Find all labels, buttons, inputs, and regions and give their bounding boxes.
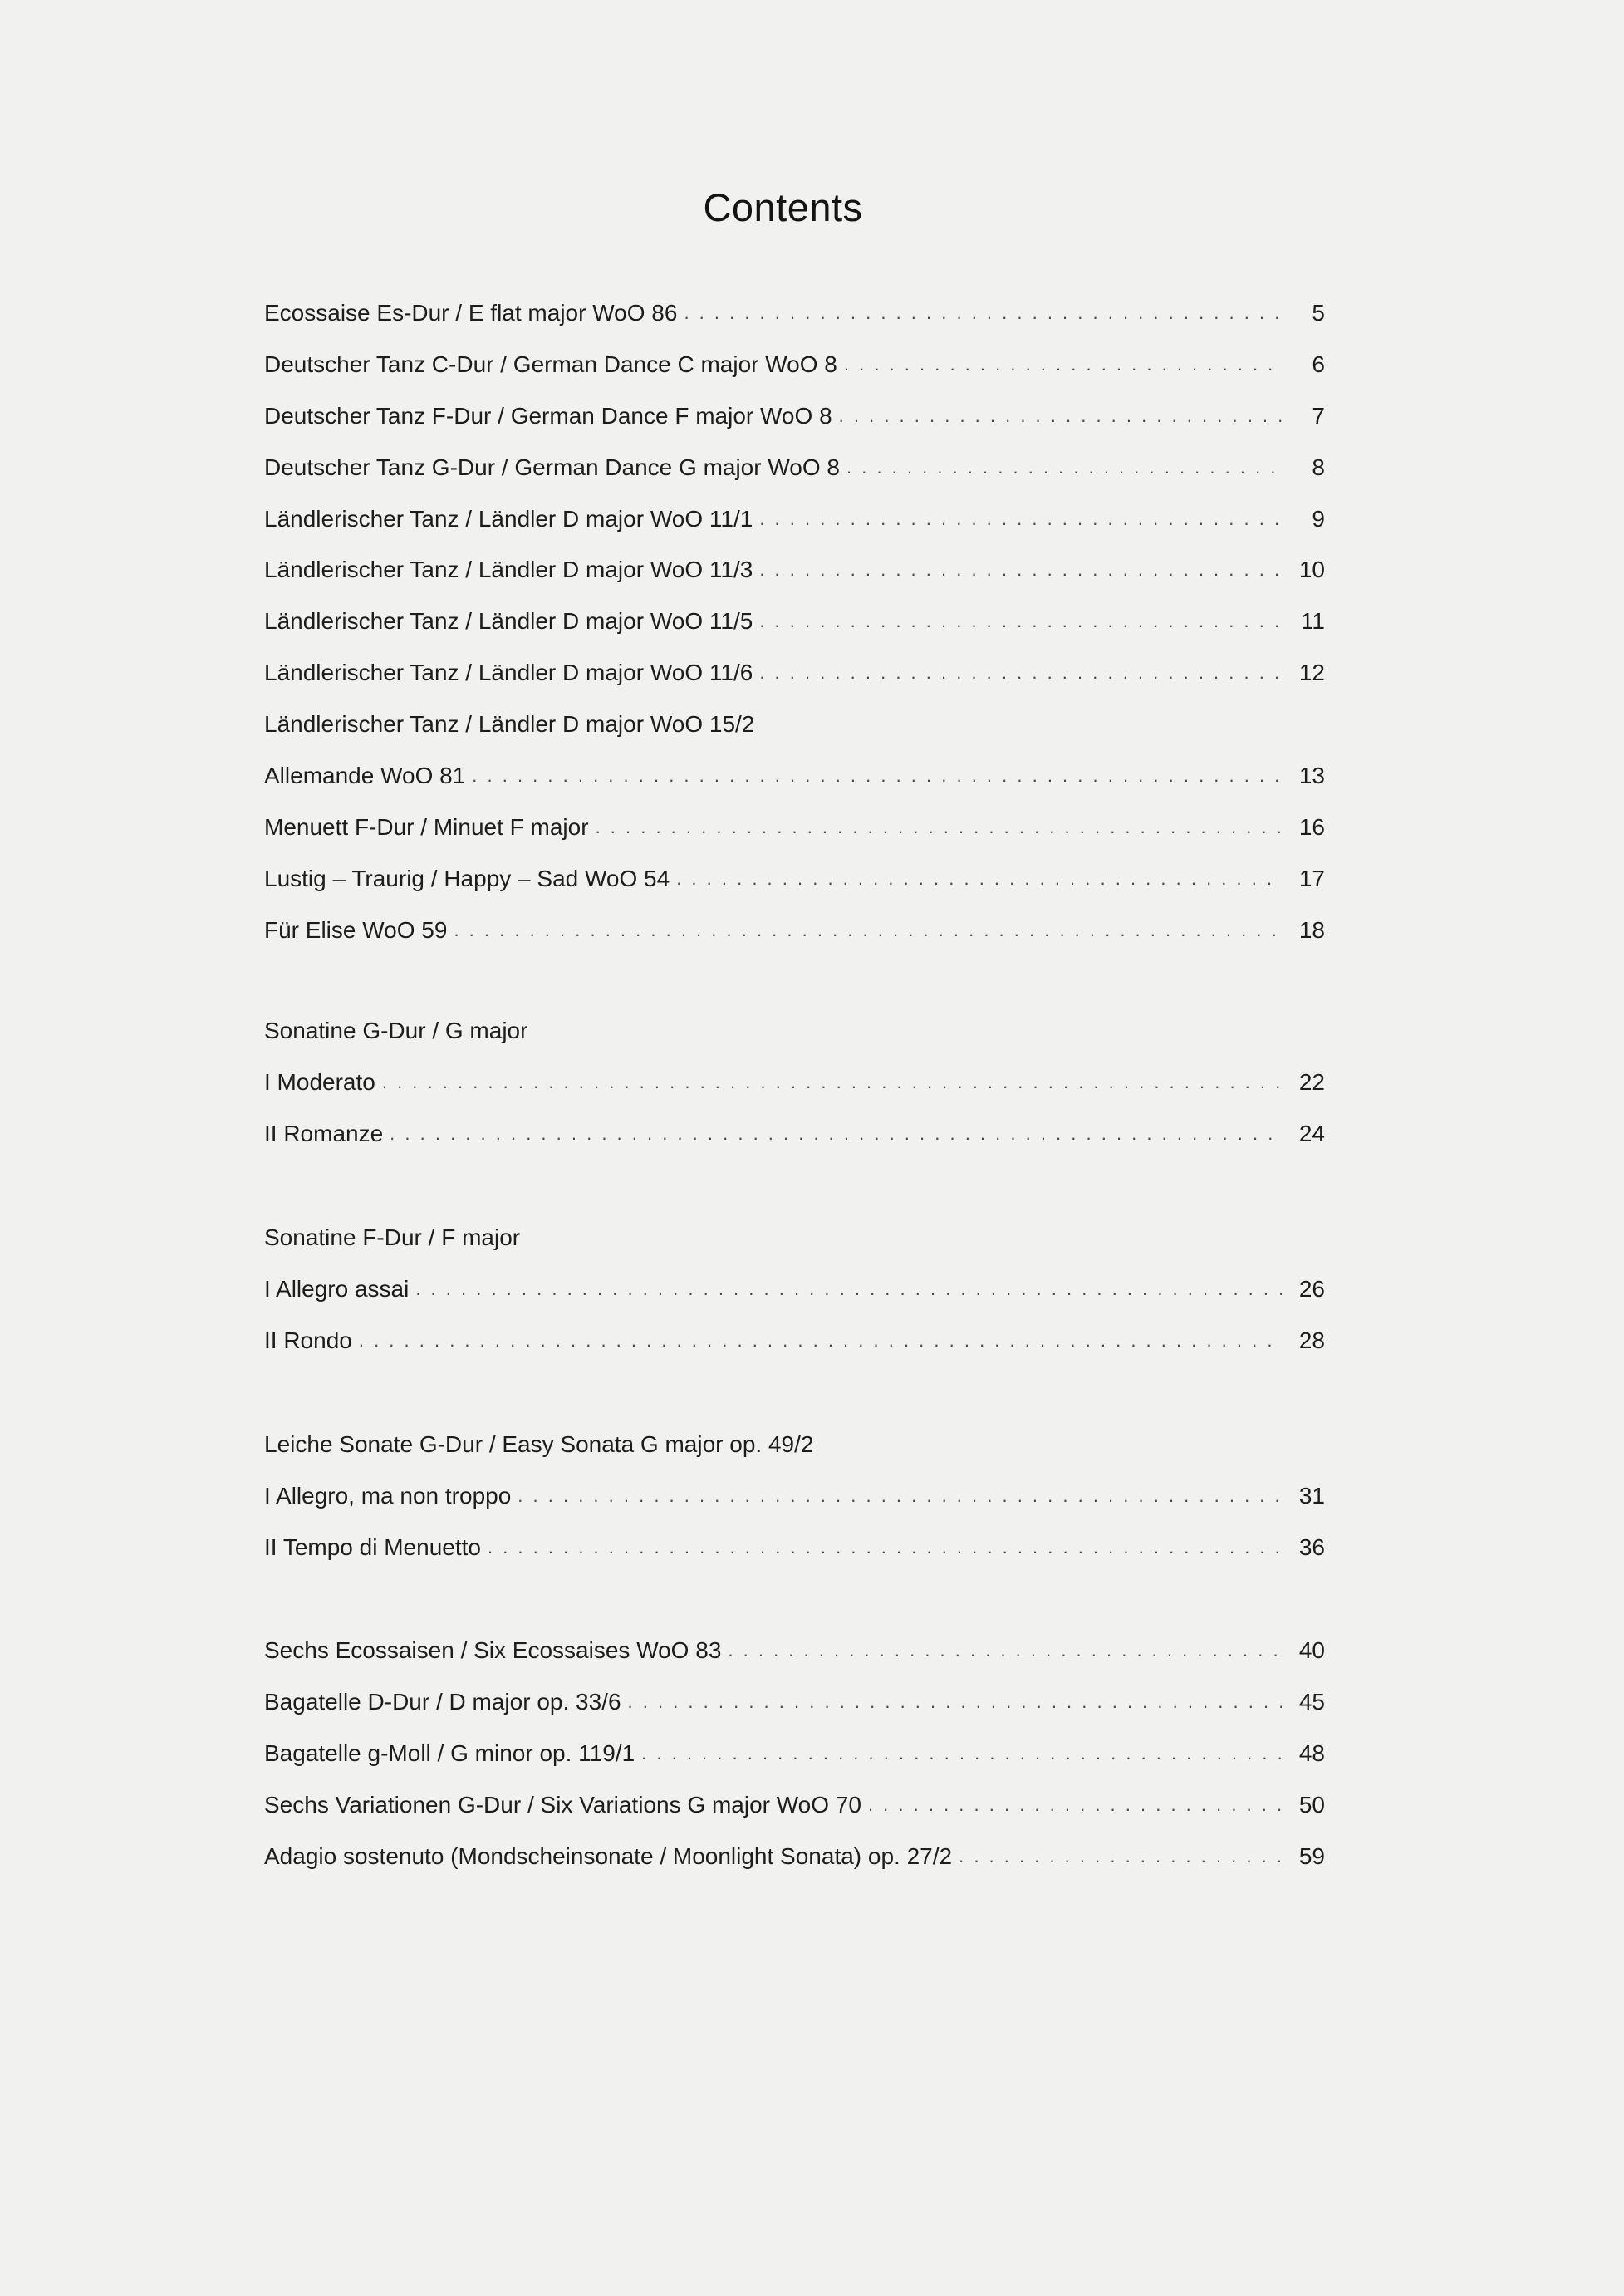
dot-leader: [390, 1123, 1282, 1145]
page-number: 40: [1298, 1636, 1325, 1663]
dot-leader: [759, 559, 1282, 581]
toc-entry[interactable]: I Allegro assai . . . 26: [264, 1263, 1325, 1315]
section-heading: Sonatine F-Dur / F major: [264, 1224, 521, 1250]
dot-leader: [759, 611, 1282, 632]
toc-entry[interactable]: II Romanze . . . 24: [264, 1108, 1325, 1160]
dot-leader: [641, 1743, 1282, 1764]
dot-leader: [518, 1485, 1282, 1507]
toc-entry[interactable]: Ländlerischer Tanz / Ländler D major WoO 11/1 . . . 9: [264, 493, 1325, 545]
dot-leader: [759, 508, 1282, 530]
page-number: 6: [1312, 351, 1325, 377]
toc-entry[interactable]: Ländlerischer Tanz / Ländler D major WoO 11/3 . . . 10: [264, 544, 1325, 596]
page-number: 12: [1298, 660, 1325, 686]
page-number: 28: [1298, 1327, 1325, 1353]
toc-entry[interactable]: II Tempo di Menuetto . . . 36: [264, 1522, 1325, 1573]
page-number: 18: [1298, 916, 1325, 943]
toc-entry[interactable]: Menuett F-Dur / Minuet F major . . . 16: [264, 802, 1325, 853]
toc-entry[interactable]: Sechs Ecossaisen / Six Ecossaises WoO 83 . . . 40: [264, 1625, 1325, 1676]
page-number: 8: [1312, 454, 1325, 480]
page-number: 50: [1298, 1791, 1325, 1818]
toc-section-easy-sonata: [264, 1419, 1325, 1573]
toc-entry[interactable]: I Moderato . . . 22: [264, 1057, 1325, 1108]
page-number: 22: [1298, 1068, 1325, 1095]
toc-entry[interactable]: Bagatelle D-Dur / D major op. 33/6 . . . 45: [264, 1676, 1325, 1728]
page-number: 7: [1312, 402, 1325, 429]
toc-entry[interactable]: Ländlerischer Tanz / Ländler D major WoO 11/5 . . . 11: [264, 596, 1325, 647]
table-of-contents: [264, 0, 1325, 2296]
dot-leader: [454, 920, 1282, 941]
page-number: 11: [1300, 608, 1325, 635]
toc-entry[interactable]: Adagio sostenuto (Mondscheinsonate / Moonlight Sonata) op. 27/2 . . . 59: [264, 1831, 1325, 1882]
page-number: 5: [1312, 299, 1325, 326]
toc-entry[interactable]: Lustig – Traurig / Happy – Sad WoO 54 . . . 17: [264, 853, 1325, 905]
toc-entry[interactable]: Ländlerischer Tanz / Ländler D major WoO 15/2: [264, 711, 755, 738]
toc-section-others: [264, 1625, 1325, 1881]
dot-leader: [488, 1537, 1282, 1558]
dot-leader: [839, 405, 1282, 427]
toc-entry[interactable]: Bagatelle g-Moll / G minor op. 119/1 . . . 48: [264, 1728, 1325, 1779]
dot-leader: [959, 1846, 1282, 1867]
dot-leader: [684, 302, 1282, 324]
page-number: 13: [1298, 762, 1325, 788]
page-number: 31: [1298, 1482, 1325, 1509]
page-number: 16: [1298, 813, 1325, 840]
toc-section-sonatine-f: [264, 1212, 1325, 1366]
dot-leader: [844, 354, 1282, 375]
dot-leader: [728, 1640, 1282, 1661]
dot-leader: [868, 1794, 1282, 1816]
toc-section-sonatine-g: [264, 1005, 1325, 1160]
section-heading: Sonatine G-Dur / G major: [264, 1017, 528, 1043]
toc-section-main: [264, 287, 1325, 956]
toc-entry[interactable]: II Rondo . . . 28: [264, 1315, 1325, 1366]
toc-entry[interactable]: Ecossaise Es-Dur / E flat major WoO 86 . . . 5: [264, 287, 1325, 339]
toc-entry[interactable]: Ländlerischer Tanz / Ländler D major WoO 11/6 . . . 12: [264, 647, 1325, 699]
toc-entry[interactable]: Allemande WoO 81 . . . 13: [264, 750, 1325, 802]
dot-leader: [846, 457, 1282, 478]
dot-leader: [359, 1330, 1282, 1352]
page-title: Contents: [703, 185, 863, 229]
page-number: 26: [1298, 1275, 1325, 1302]
toc-entry[interactable]: Für Elise WoO 59 . . . 18: [264, 905, 1325, 956]
page-number: 9: [1312, 505, 1325, 532]
page-number: 59: [1298, 1842, 1325, 1869]
dot-leader: [676, 868, 1282, 890]
section-heading: Leiche Sonate G-Dur / Easy Sonata G major op. 49/2: [264, 1430, 814, 1457]
toc-entry[interactable]: Deutscher Tanz C-Dur / German Dance C major WoO 8 . . . 6: [264, 339, 1325, 390]
page-number: 24: [1298, 1120, 1325, 1146]
toc-entry[interactable]: Sechs Variationen G-Dur / Six Variations G major WoO 70 . . . 50: [264, 1779, 1325, 1831]
page-number: 48: [1298, 1739, 1325, 1766]
dot-leader: [596, 817, 1282, 838]
toc-entry[interactable]: I Allegro, ma non troppo . . . 31: [264, 1470, 1325, 1522]
page-number: 45: [1298, 1688, 1325, 1715]
dot-leader: [415, 1278, 1282, 1300]
toc-entry[interactable]: Deutscher Tanz G-Dur / German Dance G major WoO 8 . . . 8: [264, 442, 1325, 493]
page-number: 10: [1298, 557, 1325, 583]
page-number: 17: [1298, 865, 1325, 891]
dot-leader: [759, 662, 1282, 684]
dot-leader: [628, 1691, 1282, 1713]
dot-leader: [382, 1072, 1282, 1093]
page-number: 36: [1298, 1533, 1325, 1560]
dot-leader: [472, 765, 1282, 787]
toc-entry[interactable]: Deutscher Tanz F-Dur / German Dance F major WoO 8 . . . 7: [264, 390, 1325, 442]
